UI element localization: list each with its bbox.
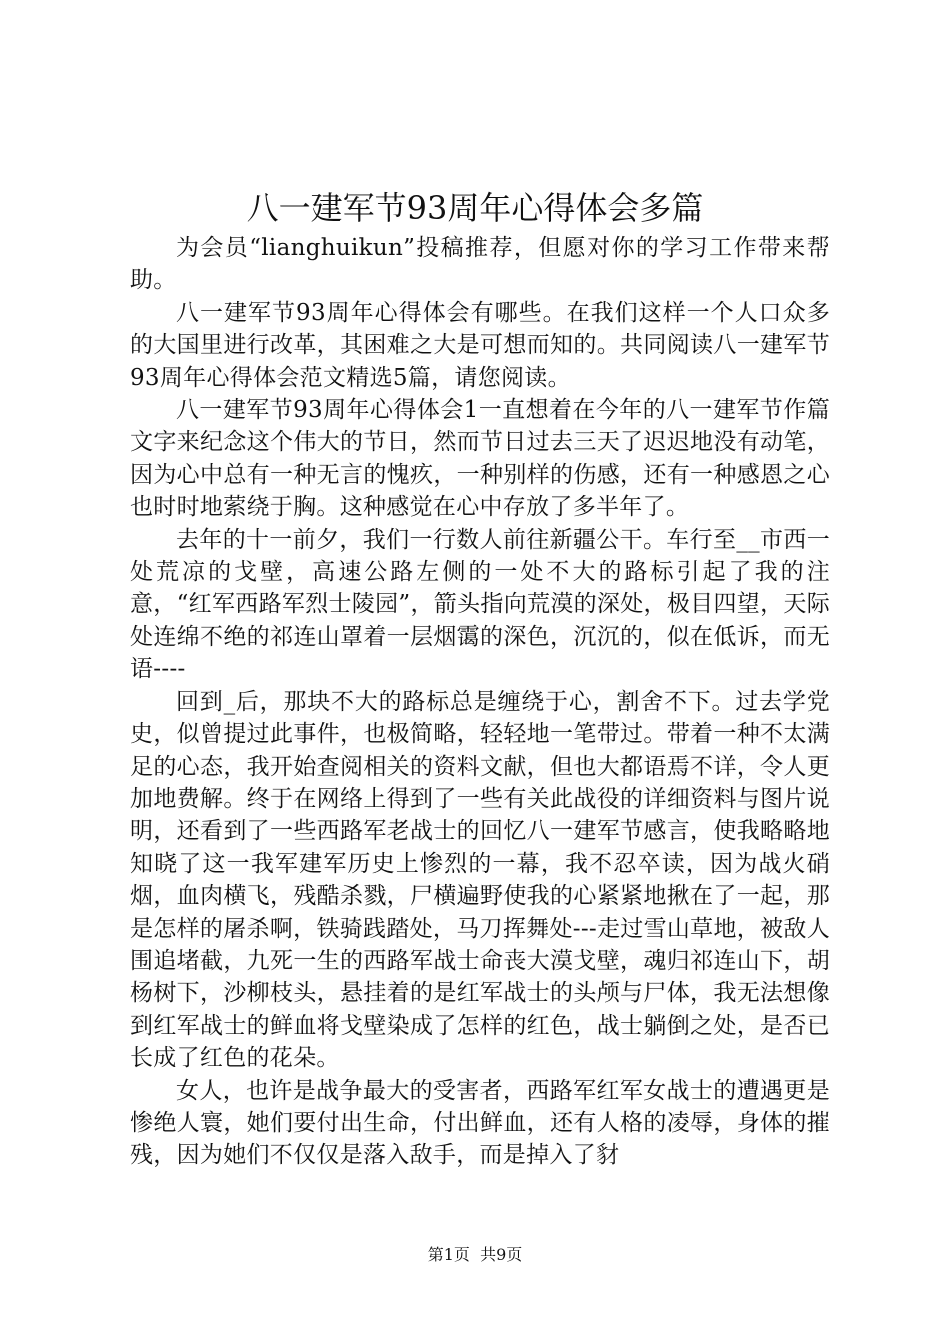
paragraph-6: 女人，也许是战争最大的受害者，西路军红军女战士的遭遇更是惨绝人寰，她们要付出生命，付出鲜血，还有人格的凌辱，身体的摧残，因为她们不仅仅是落入敌手，而是掉入了豺 — [130, 1077, 830, 1169]
paragraph-2: 八一建军节93周年心得体会有哪些。在我们这样一个人口众多的大国里进行改革，其困难之大是可想而知的。共同阅读八一建军节93周年心得体会范文精选5篇，请您阅读。 — [130, 299, 830, 391]
page-number: 第1页 — [427, 1245, 470, 1264]
paragraph-3: 八一建军节93周年心得体会1一直想着在今年的八一建军节作篇文字来纪念这个伟大的节日，然而节日过去三天了迟迟地没有动笔，因为心中总有一种无言的愧疚，一种别样的伤感，还有一种感恩之心也时时地萦绕于胸。这种感觉在心中存放了多半年了。 — [130, 397, 830, 521]
document-body — [130, 232, 830, 1172]
paragraph-1: 为会员“lianghuikun”投稿推荐，但愿对你的学习工作带来帮助。 — [130, 235, 830, 294]
paragraph-5: 回到_后，那块不大的路标总是缠绕于心，割舍不下。过去学党史，似曾提过此事件，也极简略，轻轻地一笔带过。带着一种不太满足的心态，我开始查阅相关的资料文献，但也大都语焉不详，令人更加地费解。终于在网络上得到了一些有关此战役的详细资料与图片说明，还看到了一些西路军老战士的回忆八一建军节感言，使我略略地知晓了这一我军建军历史上惨烈的一幕，我不忍卒读，因为战火硝烟，血肉横飞，残酷杀戮，尸横遍野使我的心紧紧地揪在了一起，那是怎样的屠杀啊，铁骑践踏处，马刀挥舞处---走过雪山草地，被敌人围追堵截，九死一生的西路军战士命丧大漠戈壁，魂归祁连山下，胡杨树下，沙柳枝头，悬挂着的是红军战士的头颅与尸体，我无法想像到红军战士的鲜血将戈壁染成了怎样的红色，战士躺倒之处，是否已长成了红色的花朵。 — [130, 688, 830, 1072]
paragraph-4: 去年的十一前夕，我们一行数人前往新疆公干。车行至__市西一处荒凉的戈壁，高速公路左侧的一处不大的路标引起了我的注意，“红军西路军烈士陵园”，箭头指向荒漠的深处，极目四望，天际处连绵不绝的祁连山罩着一层烟霭的深色，沉沉的，似在低诉，而无语---- — [130, 526, 830, 683]
footer-spacer — [470, 1245, 480, 1264]
document-title: 八一建军节93周年心得体会多篇 — [246, 189, 704, 227]
page-total: 共9页 — [480, 1245, 523, 1264]
page-footer — [0, 1244, 950, 1266]
